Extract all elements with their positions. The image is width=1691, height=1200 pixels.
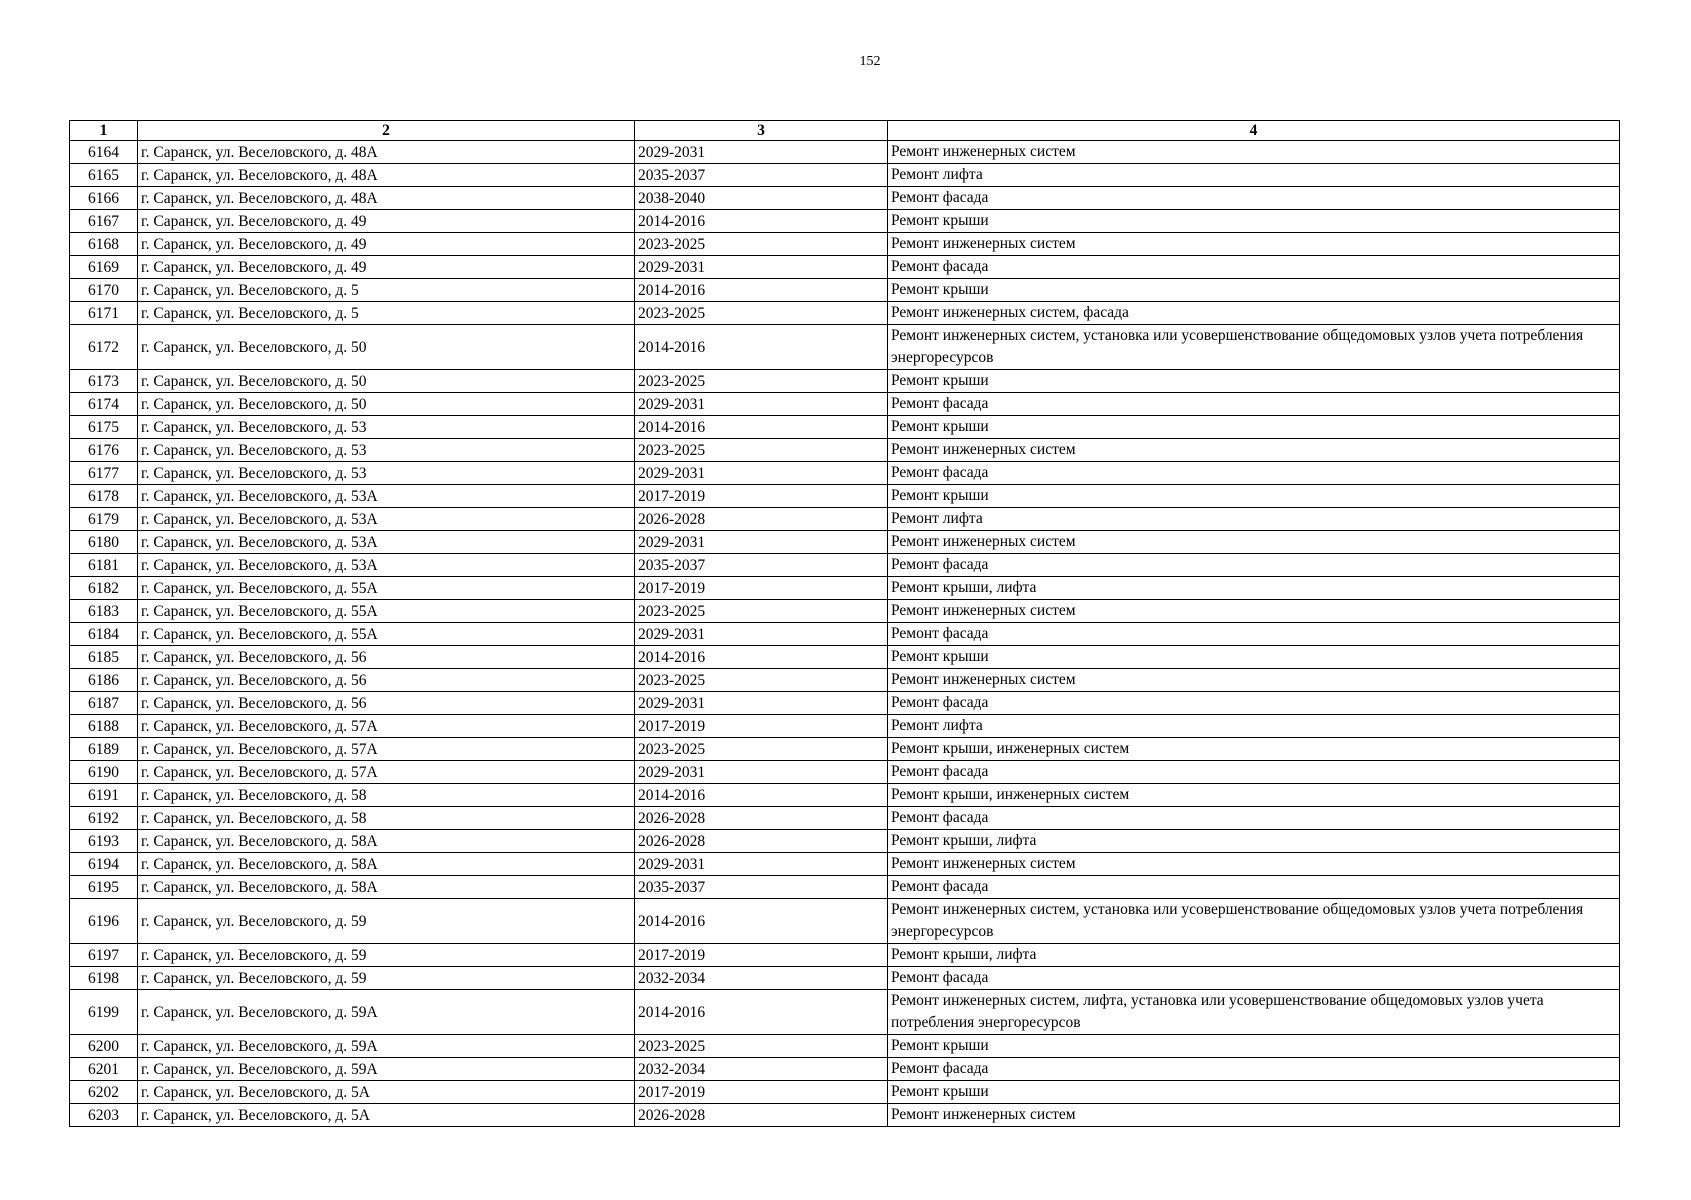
period-cell: 2029-2031	[635, 692, 888, 715]
row-number-cell: 6187	[70, 692, 138, 715]
address-cell: г. Саранск, ул. Веселовского, д. 56	[138, 646, 635, 669]
table-row	[70, 623, 1620, 646]
row-number-cell: 6167	[70, 210, 138, 233]
period-cell: 2029-2031	[635, 531, 888, 554]
table-row	[70, 210, 1620, 233]
address-cell: г. Саранск, ул. Веселовского, д. 48А	[138, 141, 635, 164]
address-cell: г. Саранск, ул. Веселовского, д. 56	[138, 669, 635, 692]
address-cell: г. Саранск, ул. Веселовского, д. 57А	[138, 761, 635, 784]
table-body	[70, 141, 1620, 1127]
work-type-cell: Ремонт крыши	[888, 370, 1620, 393]
period-cell: 2014-2016	[635, 210, 888, 233]
period-cell: 2014-2016	[635, 279, 888, 302]
period-cell: 2032-2034	[635, 967, 888, 990]
period-cell: 2023-2025	[635, 439, 888, 462]
table-row	[70, 508, 1620, 531]
row-number-cell: 6185	[70, 646, 138, 669]
address-cell: г. Саранск, ул. Веселовского, д. 55А	[138, 600, 635, 623]
row-number-cell: 6190	[70, 761, 138, 784]
period-cell: 2026-2028	[635, 1104, 888, 1127]
address-cell: г. Саранск, ул. Веселовского, д. 56	[138, 692, 635, 715]
row-number-cell: 6178	[70, 485, 138, 508]
table-row	[70, 738, 1620, 761]
table-row	[70, 1081, 1620, 1104]
work-type-cell: Ремонт фасада	[888, 1058, 1620, 1081]
table-row	[70, 807, 1620, 830]
period-cell: 2032-2034	[635, 1058, 888, 1081]
period-cell: 2023-2025	[635, 302, 888, 325]
table-row	[70, 715, 1620, 738]
work-type-cell: Ремонт крыши	[888, 646, 1620, 669]
table-row	[70, 233, 1620, 256]
address-cell: г. Саранск, ул. Веселовского, д. 5А	[138, 1081, 635, 1104]
row-number-cell: 6191	[70, 784, 138, 807]
row-number-cell: 6188	[70, 715, 138, 738]
address-cell: г. Саранск, ул. Веселовского, д. 59	[138, 967, 635, 990]
table-row	[70, 279, 1620, 302]
work-type-cell: Ремонт фасада	[888, 393, 1620, 416]
period-cell: 2023-2025	[635, 233, 888, 256]
row-number-cell: 6203	[70, 1104, 138, 1127]
row-number-cell: 6193	[70, 830, 138, 853]
table-row	[70, 853, 1620, 876]
work-type-cell: Ремонт фасада	[888, 623, 1620, 646]
header-col-2: 2	[138, 121, 635, 141]
period-cell: 2017-2019	[635, 715, 888, 738]
row-number-cell: 6182	[70, 577, 138, 600]
table-row	[70, 462, 1620, 485]
period-cell: 2029-2031	[635, 462, 888, 485]
row-number-cell: 6173	[70, 370, 138, 393]
period-cell: 2035-2037	[635, 876, 888, 899]
table-row	[70, 669, 1620, 692]
work-type-cell: Ремонт инженерных систем, установка или усовершенствование общедомовых узлов учета потребления энергоресурсов	[888, 325, 1620, 370]
period-cell: 2023-2025	[635, 1035, 888, 1058]
address-cell: г. Саранск, ул. Веселовского, д. 53	[138, 462, 635, 485]
row-number-cell: 6202	[70, 1081, 138, 1104]
table-row	[70, 830, 1620, 853]
row-number-cell: 6189	[70, 738, 138, 761]
address-cell: г. Саранск, ул. Веселовского, д. 53А	[138, 508, 635, 531]
row-number-cell: 6200	[70, 1035, 138, 1058]
work-type-cell: Ремонт инженерных систем	[888, 531, 1620, 554]
address-cell: г. Саранск, ул. Веселовского, д. 57А	[138, 738, 635, 761]
row-number-cell: 6166	[70, 187, 138, 210]
work-type-cell: Ремонт фасада	[888, 554, 1620, 577]
period-cell: 2026-2028	[635, 807, 888, 830]
row-number-cell: 6169	[70, 256, 138, 279]
period-cell: 2017-2019	[635, 485, 888, 508]
table-row	[70, 141, 1620, 164]
address-cell: г. Саранск, ул. Веселовского, д. 49	[138, 233, 635, 256]
work-type-cell: Ремонт фасада	[888, 967, 1620, 990]
period-cell: 2026-2028	[635, 830, 888, 853]
row-number-cell: 6199	[70, 990, 138, 1035]
table-row	[70, 531, 1620, 554]
table-row	[70, 784, 1620, 807]
address-cell: г. Саранск, ул. Веселовского, д. 57А	[138, 715, 635, 738]
table-row	[70, 577, 1620, 600]
table-row	[70, 256, 1620, 279]
table-row	[70, 761, 1620, 784]
table-row	[70, 187, 1620, 210]
address-cell: г. Саранск, ул. Веселовского, д. 58А	[138, 876, 635, 899]
table-row	[70, 1058, 1620, 1081]
row-number-cell: 6170	[70, 279, 138, 302]
period-cell: 2035-2037	[635, 164, 888, 187]
work-type-cell: Ремонт фасада	[888, 692, 1620, 715]
period-cell: 2029-2031	[635, 256, 888, 279]
table-row	[70, 302, 1620, 325]
header-col-3: 3	[635, 121, 888, 141]
table-row	[70, 416, 1620, 439]
address-cell: г. Саранск, ул. Веселовского, д. 50	[138, 325, 635, 370]
address-cell: г. Саранск, ул. Веселовского, д. 53	[138, 439, 635, 462]
period-cell: 2029-2031	[635, 141, 888, 164]
work-type-cell: Ремонт инженерных систем, лифта, установка или усовершенствование общедомовых узлов учета потребления энергоресурсов	[888, 990, 1620, 1035]
address-cell: г. Саранск, ул. Веселовского, д. 53А	[138, 531, 635, 554]
row-number-cell: 6192	[70, 807, 138, 830]
row-number-cell: 6176	[70, 439, 138, 462]
address-cell: г. Саранск, ул. Веселовского, д. 49	[138, 210, 635, 233]
period-cell: 2029-2031	[635, 853, 888, 876]
row-number-cell: 6195	[70, 876, 138, 899]
row-number-cell: 6186	[70, 669, 138, 692]
page-number: 152	[859, 54, 881, 69]
address-cell: г. Саранск, ул. Веселовского, д. 5	[138, 302, 635, 325]
address-cell: г. Саранск, ул. Веселовского, д. 53А	[138, 485, 635, 508]
period-cell: 2026-2028	[635, 508, 888, 531]
address-cell: г. Саранск, ул. Веселовского, д. 59А	[138, 990, 635, 1035]
work-type-cell: Ремонт инженерных систем	[888, 600, 1620, 623]
address-cell: г. Саранск, ул. Веселовского, д. 53А	[138, 554, 635, 577]
work-type-cell: Ремонт крыши, лифта	[888, 577, 1620, 600]
table-header	[70, 121, 1620, 141]
address-cell: г. Саранск, ул. Веселовского, д. 59А	[138, 1058, 635, 1081]
table-row	[70, 876, 1620, 899]
row-number-cell: 6201	[70, 1058, 138, 1081]
period-cell: 2029-2031	[635, 393, 888, 416]
work-type-cell: Ремонт крыши	[888, 1081, 1620, 1104]
row-number-cell: 6196	[70, 899, 138, 944]
row-number-cell: 6168	[70, 233, 138, 256]
row-number-cell: 6179	[70, 508, 138, 531]
row-number-cell: 6172	[70, 325, 138, 370]
address-cell: г. Саранск, ул. Веселовского, д. 59	[138, 899, 635, 944]
work-type-cell: Ремонт инженерных систем	[888, 1104, 1620, 1127]
work-type-cell: Ремонт инженерных систем	[888, 141, 1620, 164]
row-number-cell: 6181	[70, 554, 138, 577]
work-type-cell: Ремонт фасада	[888, 761, 1620, 784]
work-type-cell: Ремонт крыши	[888, 210, 1620, 233]
address-cell: г. Саранск, ул. Веселовского, д. 58А	[138, 830, 635, 853]
address-cell: г. Саранск, ул. Веселовского, д. 55А	[138, 577, 635, 600]
table-row	[70, 600, 1620, 623]
work-type-cell: Ремонт фасада	[888, 807, 1620, 830]
row-number-cell: 6164	[70, 141, 138, 164]
table-row	[70, 990, 1620, 1035]
address-cell: г. Саранск, ул. Веселовского, д. 59А	[138, 1035, 635, 1058]
table-row	[70, 393, 1620, 416]
table-row	[70, 899, 1620, 944]
period-cell: 2014-2016	[635, 784, 888, 807]
table-row	[70, 325, 1620, 370]
address-cell: г. Саранск, ул. Веселовского, д. 48А	[138, 187, 635, 210]
work-type-cell: Ремонт фасада	[888, 462, 1620, 485]
address-cell: г. Саранск, ул. Веселовского, д. 59	[138, 944, 635, 967]
table-row	[70, 164, 1620, 187]
table-row	[70, 1035, 1620, 1058]
period-cell: 2017-2019	[635, 1081, 888, 1104]
work-type-cell: Ремонт крыши	[888, 1035, 1620, 1058]
period-cell: 2023-2025	[635, 600, 888, 623]
header-row	[70, 121, 1620, 141]
work-type-cell: Ремонт инженерных систем, установка или усовершенствование общедомовых узлов учета потребления энергоресурсов	[888, 899, 1620, 944]
address-cell: г. Саранск, ул. Веселовского, д. 55А	[138, 623, 635, 646]
address-cell: г. Саранск, ул. Веселовского, д. 53	[138, 416, 635, 439]
period-cell: 2023-2025	[635, 370, 888, 393]
table-row	[70, 646, 1620, 669]
period-cell: 2014-2016	[635, 416, 888, 439]
work-type-cell: Ремонт инженерных систем	[888, 439, 1620, 462]
period-cell: 2017-2019	[635, 577, 888, 600]
row-number-cell: 6180	[70, 531, 138, 554]
address-cell: г. Саранск, ул. Веселовского, д. 5А	[138, 1104, 635, 1127]
row-number-cell: 6184	[70, 623, 138, 646]
row-number-cell: 6174	[70, 393, 138, 416]
table-row	[70, 944, 1620, 967]
work-type-cell: Ремонт фасада	[888, 876, 1620, 899]
table-row	[70, 967, 1620, 990]
work-type-cell: Ремонт инженерных систем, фасада	[888, 302, 1620, 325]
row-number-cell: 6175	[70, 416, 138, 439]
period-cell: 2014-2016	[635, 646, 888, 669]
work-type-cell: Ремонт фасада	[888, 256, 1620, 279]
address-cell: г. Саранск, ул. Веселовского, д. 48А	[138, 164, 635, 187]
work-type-cell: Ремонт крыши	[888, 279, 1620, 302]
address-cell: г. Саранск, ул. Веселовского, д. 58	[138, 784, 635, 807]
period-cell: 2023-2025	[635, 669, 888, 692]
row-number-cell: 6171	[70, 302, 138, 325]
work-type-cell: Ремонт крыши	[888, 485, 1620, 508]
period-cell: 2035-2037	[635, 554, 888, 577]
row-number-cell: 6183	[70, 600, 138, 623]
address-cell: г. Саранск, ул. Веселовского, д. 5	[138, 279, 635, 302]
period-cell: 2038-2040	[635, 187, 888, 210]
address-cell: г. Саранск, ул. Веселовского, д. 58	[138, 807, 635, 830]
address-cell: г. Саранск, ул. Веселовского, д. 49	[138, 256, 635, 279]
header-col-4: 4	[888, 121, 1620, 141]
table-row	[70, 1104, 1620, 1127]
address-cell: г. Саранск, ул. Веселовского, д. 58А	[138, 853, 635, 876]
work-type-cell: Ремонт инженерных систем	[888, 669, 1620, 692]
work-type-cell: Ремонт инженерных систем	[888, 853, 1620, 876]
period-cell: 2029-2031	[635, 761, 888, 784]
table-row	[70, 485, 1620, 508]
period-cell: 2014-2016	[635, 899, 888, 944]
row-number-cell: 6194	[70, 853, 138, 876]
work-type-cell: Ремонт крыши, инженерных систем	[888, 738, 1620, 761]
work-type-cell: Ремонт крыши, инженерных систем	[888, 784, 1620, 807]
period-cell: 2029-2031	[635, 623, 888, 646]
period-cell: 2014-2016	[635, 990, 888, 1035]
period-cell: 2023-2025	[635, 738, 888, 761]
repair-schedule-table	[69, 120, 1620, 1127]
period-cell: 2017-2019	[635, 944, 888, 967]
address-cell: г. Саранск, ул. Веселовского, д. 50	[138, 393, 635, 416]
table-row	[70, 554, 1620, 577]
header-col-1: 1	[70, 121, 138, 141]
work-type-cell: Ремонт фасада	[888, 187, 1620, 210]
address-cell: г. Саранск, ул. Веселовского, д. 50	[138, 370, 635, 393]
period-cell: 2014-2016	[635, 325, 888, 370]
table-row	[70, 439, 1620, 462]
work-type-cell: Ремонт крыши	[888, 416, 1620, 439]
work-type-cell: Ремонт лифта	[888, 715, 1620, 738]
work-type-cell: Ремонт крыши, лифта	[888, 944, 1620, 967]
document-table-container	[69, 120, 1619, 1127]
work-type-cell: Ремонт лифта	[888, 508, 1620, 531]
table-row	[70, 370, 1620, 393]
work-type-cell: Ремонт инженерных систем	[888, 233, 1620, 256]
work-type-cell: Ремонт лифта	[888, 164, 1620, 187]
row-number-cell: 6198	[70, 967, 138, 990]
row-number-cell: 6177	[70, 462, 138, 485]
row-number-cell: 6165	[70, 164, 138, 187]
row-number-cell: 6197	[70, 944, 138, 967]
table-row	[70, 692, 1620, 715]
work-type-cell: Ремонт крыши, лифта	[888, 830, 1620, 853]
